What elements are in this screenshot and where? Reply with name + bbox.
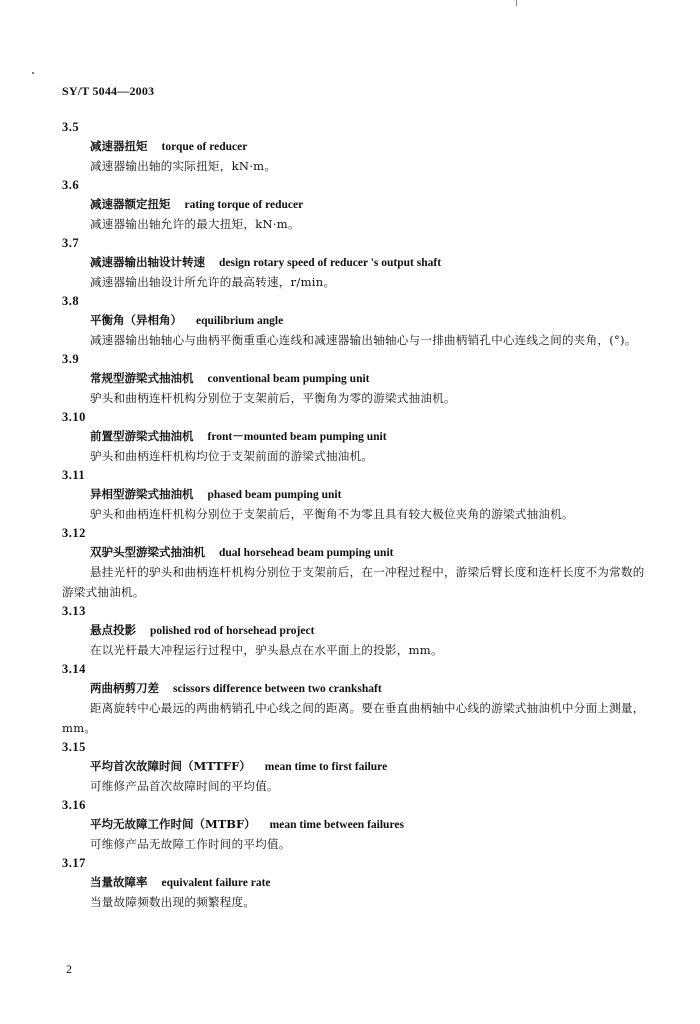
term-definition: 悬挂光杆的驴头和曲柄连杆机构分别位于支架前后，在一冲程过程中，游梁后臂长度和连杆长度不为常数的游梁式抽油机。: [62, 565, 645, 599]
term-entry-3-7: [62, 234, 652, 292]
clause-number: 3.10: [62, 410, 86, 424]
term-definition: 驴头和曲柄连杆机构均位于支架前面的游梁式抽油机。: [90, 449, 374, 463]
term-line: [90, 311, 652, 330]
term-english: torque of reducer: [161, 141, 248, 153]
term-english: conventional beam pumping unit: [207, 373, 370, 385]
term-line: [90, 757, 652, 776]
term-definition: 减速器输出轴设计所允许的最高转速，r/min。: [90, 275, 336, 289]
term-english: mean time to first failure: [264, 761, 388, 773]
clause-number: 3.9: [62, 352, 80, 366]
clause-number: 3.14: [62, 662, 86, 676]
term-entry-3-15: [62, 738, 652, 796]
clause-number: 3.5: [62, 120, 80, 134]
term-english: phased beam pumping unit: [207, 489, 342, 501]
term-definition: 驴头和曲柄连杆机构分别位于支架前后，平衡角不为零且具有较大极位夹角的游梁式抽油机。: [90, 507, 574, 521]
clause-number: 3.8: [62, 294, 80, 308]
term-english: scissors difference between two crankshaft: [173, 683, 382, 695]
term-entry-3-13: [62, 602, 652, 660]
term-line: [90, 369, 652, 388]
term-line: [90, 195, 652, 214]
term-line: [90, 873, 652, 892]
term-entry-3-12: [62, 524, 652, 602]
term-definition: 在以光杆最大冲程运行过程中，驴头悬点在水平面上的投影，mm。: [90, 643, 443, 657]
clause-number: 3.11: [62, 468, 86, 482]
term-chinese: 减速器额定扭矩: [90, 197, 171, 211]
clause-number: 3.17: [62, 856, 86, 870]
term-line: [90, 485, 652, 504]
term-english: mean time between failures: [269, 819, 404, 831]
clause-number: 3.12: [62, 526, 86, 540]
term-entry-3-8: [62, 292, 652, 350]
term-line: [90, 253, 652, 272]
term-english: design rotary speed of reducer 's output shaft: [219, 257, 442, 269]
term-chinese: 平均首次故障时间（MTTFF）: [90, 759, 251, 773]
term-line: [90, 543, 652, 562]
term-definition: 减速器输出轴的实际扭矩，kN·m。: [90, 159, 277, 173]
term-line: [90, 621, 652, 640]
term-chinese: 两曲柄剪刀差: [90, 681, 159, 695]
term-entry-3-14: [62, 660, 652, 738]
term-chinese: 悬点投影: [90, 623, 136, 637]
term-chinese: 前置型游梁式抽油机: [90, 429, 194, 443]
term-chinese: 减速器扭矩: [90, 139, 148, 153]
terms-list: [62, 118, 652, 912]
term-english: front－mounted beam pumping unit: [207, 431, 387, 443]
term-entry-3-10: [62, 408, 652, 466]
term-chinese: 平衡角（异相角）: [90, 313, 182, 327]
term-english: dual horsehead beam pumping unit: [219, 547, 394, 559]
term-definition: 可维修产品无故障工作时间的平均值。: [90, 837, 291, 851]
clause-number: 3.6: [62, 178, 80, 192]
term-definition: 减速器输出轴允许的最大扭矩，kN·m。: [90, 217, 300, 231]
term-definition: 减速器输出轴轴心与曲柄平衡重重心连线和减速器输出轴轴心与一排曲柄销孔中心连线之间的夹角，(°)。: [90, 333, 637, 347]
term-entry-3-6: [62, 176, 652, 234]
standard-code-header: SY/T 5044—2003: [62, 84, 155, 98]
scan-artifact: [32, 72, 34, 74]
term-chinese: 当量故障率: [90, 875, 148, 889]
page-number: 2: [66, 962, 72, 976]
term-definition: 可维修产品首次故障时间的平均值。: [90, 779, 279, 793]
term-line: [90, 679, 652, 698]
clause-number: 3.16: [62, 798, 86, 812]
term-chinese: 平均无故障工作时间（MTBF）: [90, 817, 256, 831]
term-english: equilibrium angle: [196, 315, 284, 327]
term-entry-3-17: [62, 854, 652, 912]
clause-number: 3.15: [62, 740, 86, 754]
clause-number: 3.13: [62, 604, 86, 618]
term-english: equivalent failure rate: [161, 877, 271, 889]
scan-artifact: [516, 0, 517, 6]
term-entry-3-5: [62, 118, 652, 176]
term-line: [90, 815, 652, 834]
term-definition: 驴头和曲柄连杆机构分别位于支架前后，平衡角为零的游梁式抽油机。: [90, 391, 456, 405]
term-chinese: 双驴头型游梁式抽油机: [90, 545, 205, 559]
term-entry-3-11: [62, 466, 652, 524]
term-chinese: 异相型游梁式抽油机: [90, 487, 194, 501]
term-line: [90, 427, 652, 446]
term-definition: 距离旋转中心最远的两曲柄销孔中心线之间的距离。要在垂直曲柄轴中心线的游梁式抽油机中分面上测量，mm。: [62, 701, 645, 735]
term-english: rating torque of reducer: [184, 199, 304, 211]
term-entry-3-16: [62, 796, 652, 854]
term-entry-3-9: [62, 350, 652, 408]
term-definition: 当量故障频数出现的频繁程度。: [90, 895, 256, 909]
term-english: polished rod of horsehead project: [150, 625, 315, 637]
term-line: [90, 137, 652, 156]
clause-number: 3.7: [62, 236, 80, 250]
term-chinese: 减速器输出轴设计转速: [90, 255, 205, 269]
term-chinese: 常规型游梁式抽油机: [90, 371, 194, 385]
